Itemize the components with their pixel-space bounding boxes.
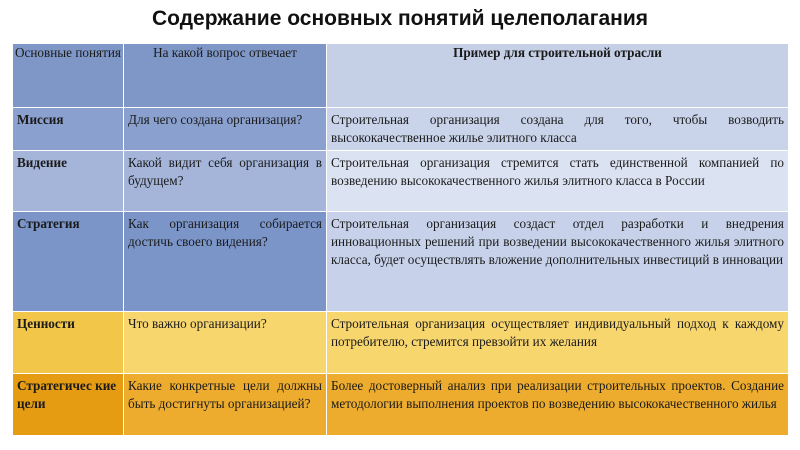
table-row-vision	[13, 151, 789, 212]
concept-cell: Миссия	[13, 108, 124, 151]
example-cell: Более достоверный анализ при реализации строительных проектов. Создание методологии выполнения проектов по возведению высококачественного жилья	[327, 374, 789, 436]
concept-cell: Ценности	[13, 312, 124, 374]
table-row-strategy	[13, 212, 789, 312]
example-cell: Строительная организация стремится стать единственной компанией по возведению высококачественного жилья элитного класса в России	[327, 151, 789, 212]
example-cell: Строительная организация осуществляет индивидуальный подход к каждому потребителю, стремится превзойти их желания	[327, 312, 789, 374]
concepts-table	[12, 43, 789, 436]
header-example: Пример для строительной отрасли	[327, 44, 789, 108]
concept-cell: Видение	[13, 151, 124, 212]
question-cell: Какие конкретные цели должны быть достигнуты организацией?	[124, 374, 327, 436]
example-cell: Строительная организация создаст отдел разработки и внедрения инновационных решений при возведении высококачественного жилья элитного класса, будет осуществлять вложение дополнительных инвестиций в инновации	[327, 212, 789, 312]
concept-cell: Стратегия	[13, 212, 124, 312]
table-header-row	[13, 44, 789, 108]
table-row-values	[13, 312, 789, 374]
concept-cell: Стратегичес кие цели	[13, 374, 124, 436]
example-cell: Строительная организация создана для того, чтобы возводить высококачественное жилье элитного класса	[327, 108, 789, 151]
table-row-mission	[13, 108, 789, 151]
header-concepts: Основные понятия	[13, 44, 124, 108]
question-cell: Что важно организации?	[124, 312, 327, 374]
header-question: На какой вопрос отвечает	[124, 44, 327, 108]
slide-title: Содержание основных понятий целеполагания	[152, 7, 648, 30]
question-cell: Для чего создана организация?	[124, 108, 327, 151]
question-cell: Как организация собирается достичь своего видения?	[124, 212, 327, 312]
question-cell: Какой видит себя организация в будущем?	[124, 151, 327, 212]
table-row-strategic-goals	[13, 374, 789, 436]
